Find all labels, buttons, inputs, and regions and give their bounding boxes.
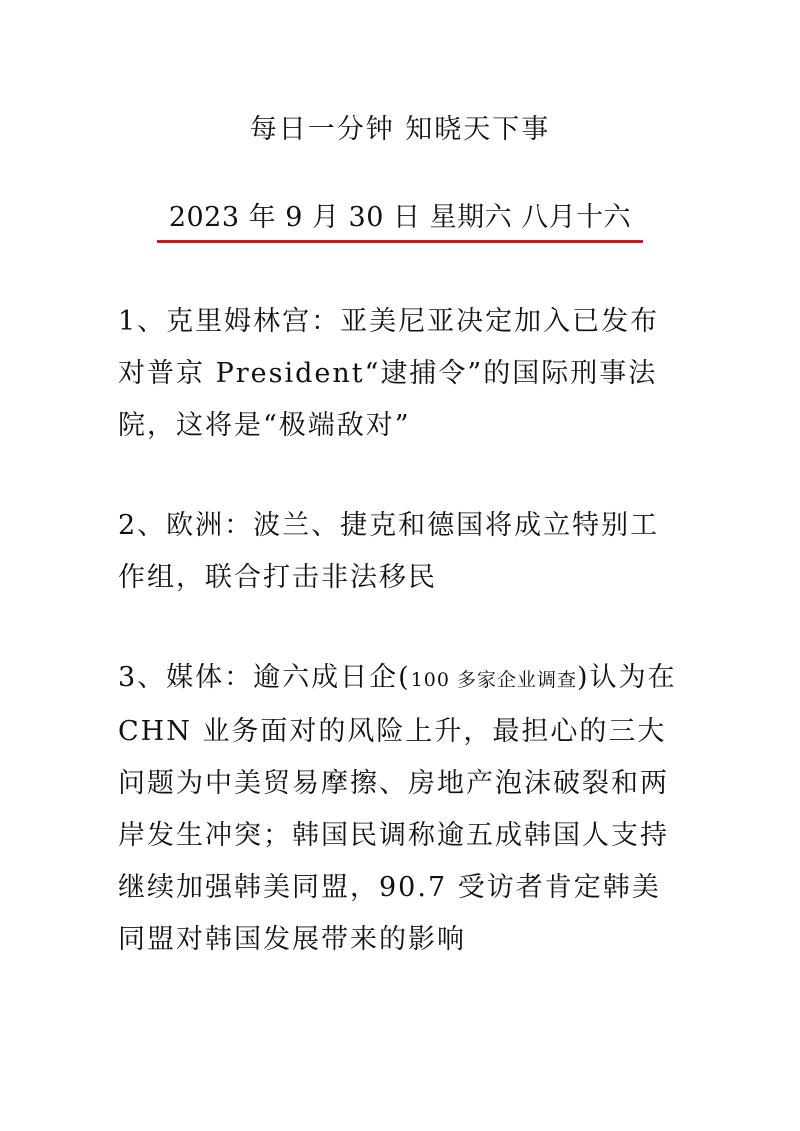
news-item-3 bbox=[118, 652, 688, 966]
date-underline bbox=[157, 240, 643, 243]
news-item-3-note: 100 多家企业调查 bbox=[410, 669, 578, 691]
news-item-2: 2、欧洲：波兰、捷克和德国将成立特别工作组，联合打击非法移民 bbox=[118, 510, 660, 593]
news-item-3-suffix: )认为在 CHN 业务面对的风险上升，最担心的三大问题为中美贸易摩擦、房地产泡沫破裂和两岸发生冲突；韩国民调称逾五成韩国人支持继续加强韩美同盟，90.7 受访者肯定韩美同盟对韩国发展带来的影响 bbox=[118, 662, 677, 955]
news-item-3-prefix: 3、媒体：逾六成日企( bbox=[118, 662, 411, 693]
news-item-1: 1、克里姆林宫：亚美尼亚决定加入已发布对普京 President“逮捕令”的国际刑事法院，这将是“极端敌对” bbox=[118, 306, 660, 441]
date-block bbox=[0, 200, 800, 240]
page-title: 每日一分钟 知晓天下事 bbox=[249, 114, 551, 145]
news-list bbox=[118, 296, 688, 1014]
date-line: 2023 年 9 月 30 日 星期六 八月十六 bbox=[168, 202, 632, 233]
